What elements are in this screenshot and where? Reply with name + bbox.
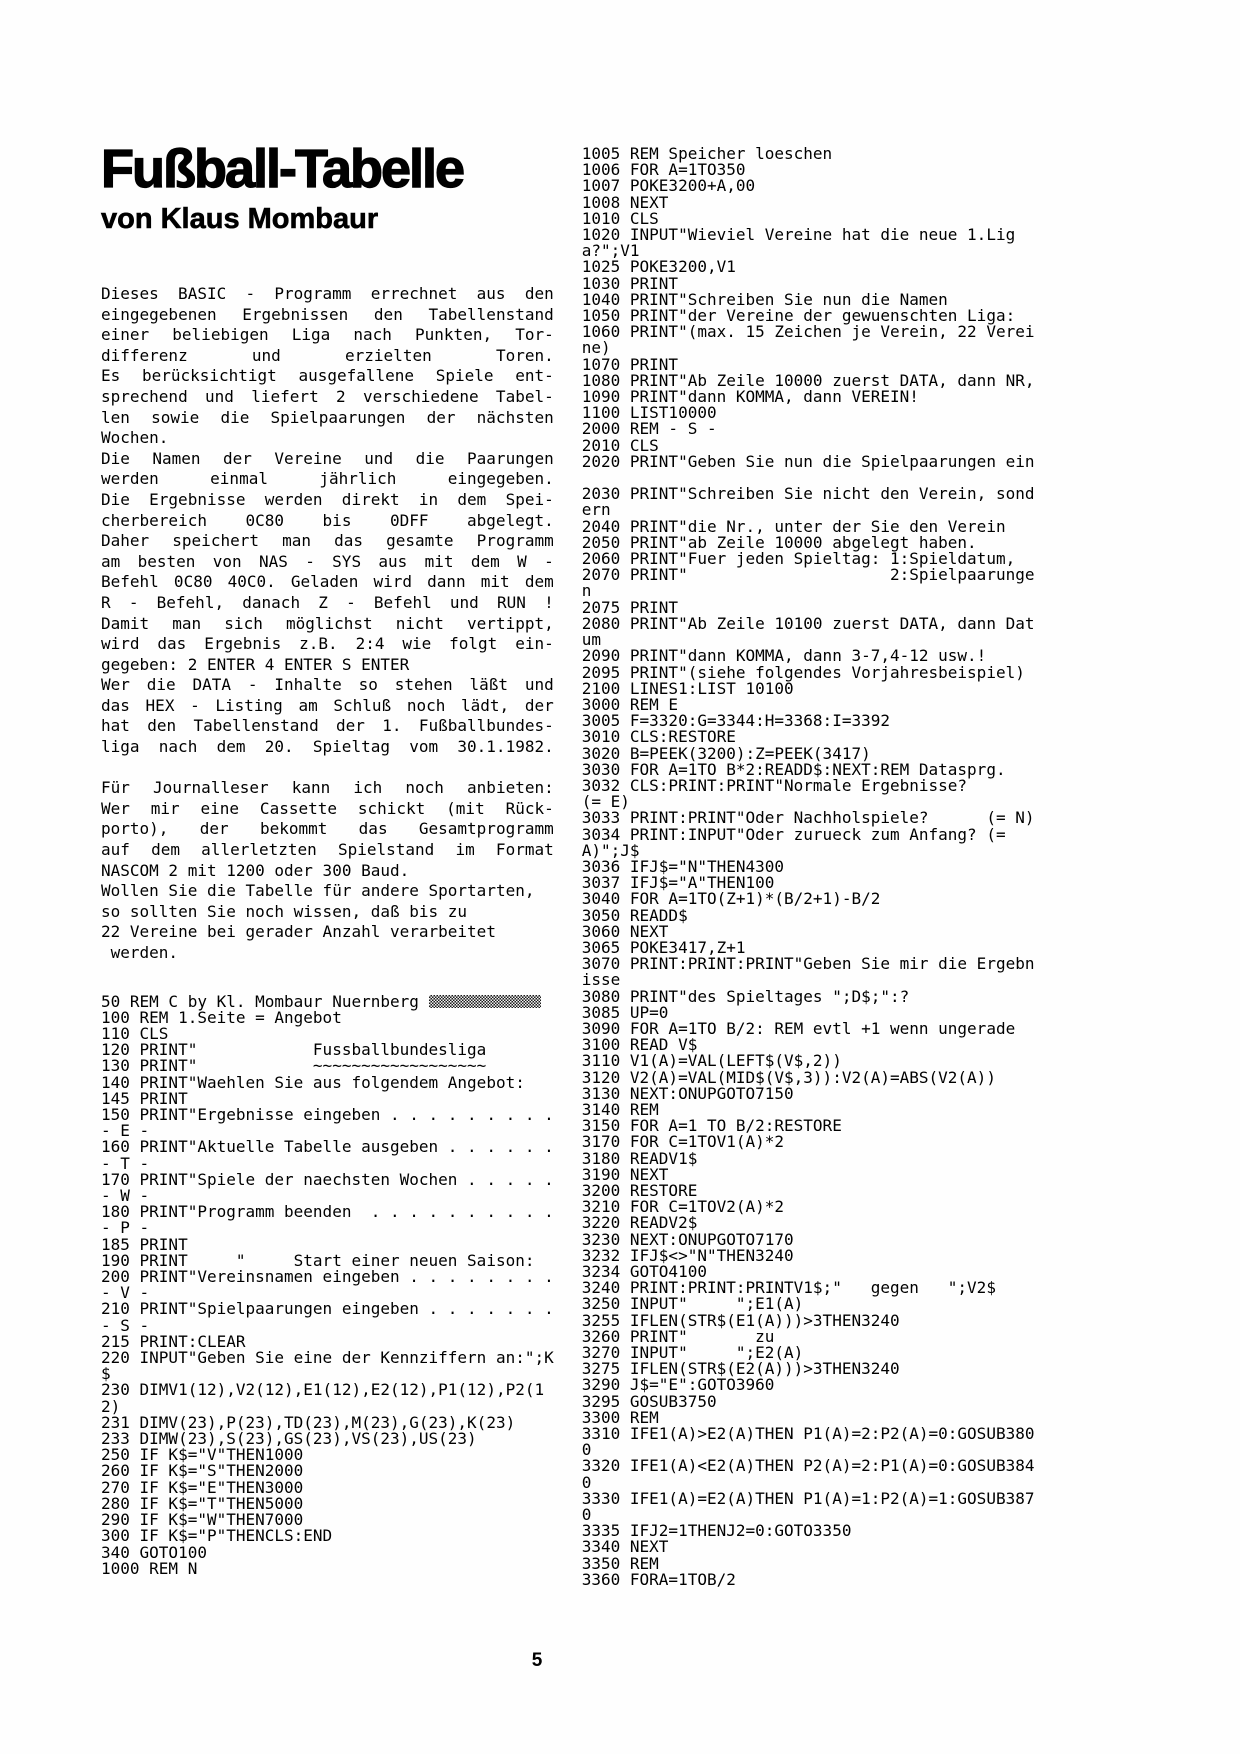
code-line: 2050 PRINT"ab Zeile 10000 abgelegt haben. [581,532,977,552]
code-line: 3290 J$="E":GOTO3960 [581,1375,775,1395]
code-line: 2030 PRINT"Schreiben Sie nicht den Verein, sondern [581,484,1035,520]
intro-line: Damit man sich möglichst nicht vertippt, [101,613,554,633]
intro-line: porto), der bekommt das Gesamtprogramm [101,819,554,839]
intro-line: werden einmal jährlich eingegeben. [101,469,554,489]
code-line: 233 DIMW(23),S(23),GS(23),VS(23),US(23) [101,1429,477,1449]
code-line: 3080 PRINT"des Spieltages ";D$;":? [581,986,910,1006]
code-line: 50 REM C by Kl. Mombaur Nuernberg [101,994,554,1010]
intro-line: Befehl 0C80 40C0. Geladen wird dann mit dem [101,572,554,592]
code-line: 1100 LIST10000 [581,403,717,423]
code-line: 3033 PRINT:PRINT"Oder Nachholspiele? (= N) [581,808,1035,828]
intro-line: Für Journalleser kann ich noch anbieten: [101,778,554,798]
code-line: 2040 PRINT"die Nr., unter der Sie den Verein [581,516,1006,536]
code-line: 3130 NEXT:ONUPGOTO7150 [581,1083,794,1103]
intro-line: R - Befehl, danach Z - Befehl und RUN ! [101,592,554,612]
code-line: 2095 PRINT"(siehe folgendes Vorjahresbeispiel) [581,662,1025,682]
code-line: 3330 IFE1(A)=E2(A)THEN P1(A)=1:P2(A)=1:GOSUB3870 [581,1488,1035,1525]
intro-line: am besten von NAS - SYS aus mit dem W - [101,551,554,571]
code-line: 3260 PRINT" zu [581,1326,775,1346]
code-line: 1050 PRINT"der Vereine der gewuenschten Liga: [581,306,1016,326]
code-line: 215 PRINT:CLEAR [101,1331,246,1351]
code-line: 3030 FOR A=1TO B*2:READD$:NEXT:REM Datasprg. [581,759,1006,779]
code-line: 1007 POKE3200+A,00 [581,176,756,196]
intro-line: Die Namen der Vereine und die Paarungen [101,448,554,468]
code-line: 3234 GOTO4100 [581,1262,707,1282]
code-line: 1000 REM N [101,1558,198,1578]
code-line: 145 PRINT [101,1088,188,1108]
code-line: 185 PRINT [101,1234,188,1254]
intro-line: NASCOM 2 mit 1200 oder 300 Baud. [101,860,410,880]
intro-line: liga nach dem 20. Spieltag vom 30.1.1982. [101,737,554,757]
intro-line: so sollten Sie noch wissen, daß bis zu [101,901,468,921]
code-line: 1006 FOR A=1TO350 [581,160,746,180]
code-line: 200 PRINT"Vereinsnamen eingeben . . . . . . . . - V - [101,1267,564,1303]
code-line: 170 PRINT"Spiele der naechsten Wochen . . . . . - W - [101,1169,564,1206]
intro-line [101,758,554,779]
code-line: 3230 NEXT:ONUPGOTO7170 [581,1229,794,1249]
code-line: 3065 POKE3417,Z+1 [581,937,746,957]
code-line: 3020 B=PEEK(3200):Z=PEEK(3417) [581,743,871,763]
code-line: 1060 PRINT"(max. 15 Zeichen je Verein, 22 Vereine) [581,322,1035,358]
code-line: 2080 PRINT"Ab Zeile 10100 zuerst DATA, dann Datum [581,613,1035,650]
code-line: 2010 CLS [581,435,659,455]
code-line: 1070 PRINT [581,354,679,374]
intro-line: hat den Tabellenstand der 1. Fußballbundes- [101,716,554,736]
intro-line: Daher speichert man das gesamte Programm [101,531,554,551]
intro-text [101,284,554,964]
code-line: 3340 NEXT [581,1537,669,1557]
code-line: 140 PRINT"Waehlen Sie aus folgendem Angebot: [101,1072,525,1092]
code-line: 3060 NEXT [581,921,669,941]
code-line: 2020 PRINT"Geben Sie nun die Spielpaarungen ein [581,451,1035,471]
basic-listing-left [101,991,564,1578]
code-line: 120 PRINT" Fussballbundesliga [101,1040,487,1060]
code-line: 3140 REM [581,1099,659,1119]
basic-listing-right [582,146,1035,1588]
code-line: 3040 FOR A=1TO(Z+1)*(B/2+1)-B/2 [581,889,881,909]
code-line: 3100 READ V$ [581,1035,698,1055]
code-line: 3220 READV2$ [581,1213,698,1233]
intro-line: Wollen Sie die Tabelle für andere Sportarten, [101,881,535,901]
code-line: 3320 IFE1(A)<E2(A)THEN P2(A)=2:P1(A)=0:GOSUB3840 [581,1456,1035,1492]
code-line: 2090 PRINT"dann KOMMA, dann 3-7,4-12 usw.! [581,646,987,666]
code-line: 1090 PRINT"dann KOMMA, dann VEREIN! [581,387,919,407]
article-author: von Klaus Mombaur [101,203,379,235]
code-line: 130 PRINT" ~~~~~~~~~~~~~~~~~~ [101,1056,487,1076]
left-column [101,138,564,1578]
code-line: 160 PRINT"Aktuelle Tabelle ausgeben . . . . . . - T - [101,1137,564,1173]
intro-line: cherbereich 0C80 bis 0DFF abgelegt. [101,510,554,530]
code-line: 3232 IFJ$<>"N"THEN3240 [581,1245,794,1265]
code-line: 3034 PRINT:INPUT"Oder zurueck zum Anfang? (= A)";J$ [581,824,1016,860]
intro-line: Es berücksichtigt ausgefallene Spiele ent- [101,366,554,386]
code-line: 180 PRINT"Programm beenden . . . . . . . . . . - P - [101,1202,564,1238]
code-line: 150 PRINT"Ergebnisse eingeben . . . . . . . . . - E - [101,1105,564,1141]
code-line: 231 DIMV(23),P(23),TD(23),M(23),G(23),K(23) [101,1412,516,1432]
code-line: 3050 READD$ [581,905,688,925]
code-line: 3005 F=3320:G=3344:H=3368:I=3392 [581,711,890,731]
code-line: 270 IF K$="E"THEN3000 [101,1477,304,1497]
code-line: 3070 PRINT:PRINT:PRINT"Geben Sie mir die Ergebnisse [581,954,1035,990]
code-line: 2070 PRINT" 2:Spielpaarungen [581,565,1035,601]
article-title: Fußball-Tabelle [101,139,464,199]
intro-line: sprechend und liefert 2 verschiedene Tabel- [101,386,554,406]
code-line: 1040 PRINT"Schreiben Sie nun die Namen [581,289,948,309]
code-line: 3090 FOR A=1TO B/2: REM evtl +1 wenn ungerade [581,1018,1016,1038]
code-line: 3295 GOSUB3750 [581,1391,717,1411]
two-column-layout [101,138,1034,1588]
code-line: 1080 PRINT"Ab Zeile 10000 zuerst DATA, dann NR, [581,370,1035,390]
code-line: 3010 CLS:RESTORE [581,727,736,747]
code-line: 290 IF K$="W"THEN7000 [101,1510,304,1530]
code-line: 2060 PRINT"Fuer jeden Spieltag: 1:Spieldatum, [581,549,1016,569]
code-line: 3200 RESTORE [581,1181,698,1200]
intro-line: werden. [101,943,179,962]
intro-line: einer beliebigen Liga nach Punkten, Tor- [101,325,554,345]
code-line: 250 IF K$="V"THEN1000 [101,1445,304,1465]
code-line: 230 DIMV1(12),V2(12),E1(12),E2(12),P1(12),P2(12) [101,1380,545,1416]
code-line: 220 INPUT"Geben Sie eine der Kennziffern an:";K$ [101,1348,554,1384]
code-line: 3240 PRINT:PRINT:PRINTV1$;" gegen ";V2$ [581,1278,996,1298]
code-line: 3350 REM [581,1553,659,1573]
code-line: 3110 V1(A)=VAL(LEFT$(V$,2)) [581,1051,842,1071]
code-line: 3270 INPUT" ";E2(A) [581,1343,804,1363]
code-line: 280 IF K$="T"THEN5000 [101,1493,304,1513]
code-line: 2075 PRINT [581,597,679,617]
code-line: 1025 POKE3200,V1 [581,257,736,277]
code-line: 1020 INPUT"Wieviel Vereine hat die neue 1.Liga?";V1 [581,225,1016,261]
code-line: 2100 LINES1:LIST 10100 [581,678,794,698]
intro-line: gegeben: 2 ENTER 4 ENTER S ENTER [101,654,410,674]
code-line: 3032 CLS:PRINT:PRINT"Normale Ergebnisse? (= E) [581,775,1025,812]
code-line: 100 REM 1.Seite = Angebot [101,1007,342,1027]
code-line: 1008 NEXT [581,192,669,212]
intro-line: len sowie die Spielpaarungen der nächsten [101,407,554,427]
code-line: 3360 FORA=1TOB/2 [581,1569,736,1589]
code-line: 3037 IFJ$="A"THEN100 [581,873,775,893]
code-line: 340 GOTO100 [101,1542,207,1562]
code-line: 1005 REM Speicher loeschen [581,144,833,163]
intro-line: das HEX - Listing am Schluß noch lädt, der [101,695,554,715]
code-line: 3180 READV1$ [581,1148,698,1168]
code-line: 210 PRINT"Spielpaarungen eingeben . . . . . . . - S - [101,1299,564,1335]
code-line: 3150 FOR A=1 TO B/2:RESTORE [581,1116,842,1136]
code-line: 190 PRINT " Start einer neuen Saison: [101,1250,535,1270]
code-line: 3335 IFJ2=1THENJ2=0:GOTO3350 [581,1521,852,1541]
code-line: 110 CLS [101,1024,169,1043]
intro-line: Wer die DATA - Inhalte so stehen läßt und [101,675,554,695]
code-line: 3036 IFJ$="N"THEN4300 [581,856,785,876]
redacted-block [429,995,541,1008]
code-line: 1010 CLS [581,208,659,228]
intro-line: Wochen. [101,428,169,448]
code-line: 3250 INPUT" ";E1(A) [581,1294,804,1314]
code-line: 3300 REM [581,1407,659,1427]
intro-line: differenz und erzielten Toren. [101,345,554,365]
code-line: 3310 IFE1(A)>E2(A)THEN P1(A)=2:P2(A)=0:GOSUB3800 [581,1424,1035,1460]
code-line: 3085 UP=0 [581,1002,669,1022]
code-line: 3255 IFLEN(STR$(E1(A)))>3THEN3240 [581,1310,900,1330]
intro-line: Die Ergebnisse werden direkt in dem Spei- [101,489,554,509]
code-line: 3190 NEXT [581,1164,669,1184]
intro-line: wird das Ergebnis z.B. 2:4 wie folgt ein- [101,634,554,654]
code-line: 2000 REM - S - [581,419,717,439]
intro-line: Wer mir eine Cassette schickt (mit Rück- [101,798,554,818]
code-line: 3210 FOR C=1TOV2(A)*2 [581,1197,785,1217]
code-line: 260 IF K$="S"THEN2000 [101,1461,304,1481]
code-line: 300 IF K$="P"THENCLS:END [101,1526,333,1546]
right-column [582,138,1035,1588]
code-line: 3275 IFLEN(STR$(E2(A)))>3THEN3240 [581,1359,900,1379]
code-line: 3170 FOR C=1TOV1(A)*2 [581,1132,785,1152]
intro-line: eingegebenen Ergebnissen den Tabellenstand [101,304,554,324]
code-line: 1030 PRINT [581,273,679,293]
code-line: 3000 REM E [581,694,679,714]
intro-line: 22 Vereine bei gerader Anzahl verarbeitet [101,922,496,942]
intro-line: auf dem allerletzten Spielstand im Format [101,840,554,860]
page-number: 5 [531,1650,543,1671]
intro-line: Dieses BASIC - Programm errechnet aus den [101,284,554,303]
code-line: 3120 V2(A)=VAL(MID$(V$,3)):V2(A)=ABS(V2(A)) [581,1067,996,1087]
